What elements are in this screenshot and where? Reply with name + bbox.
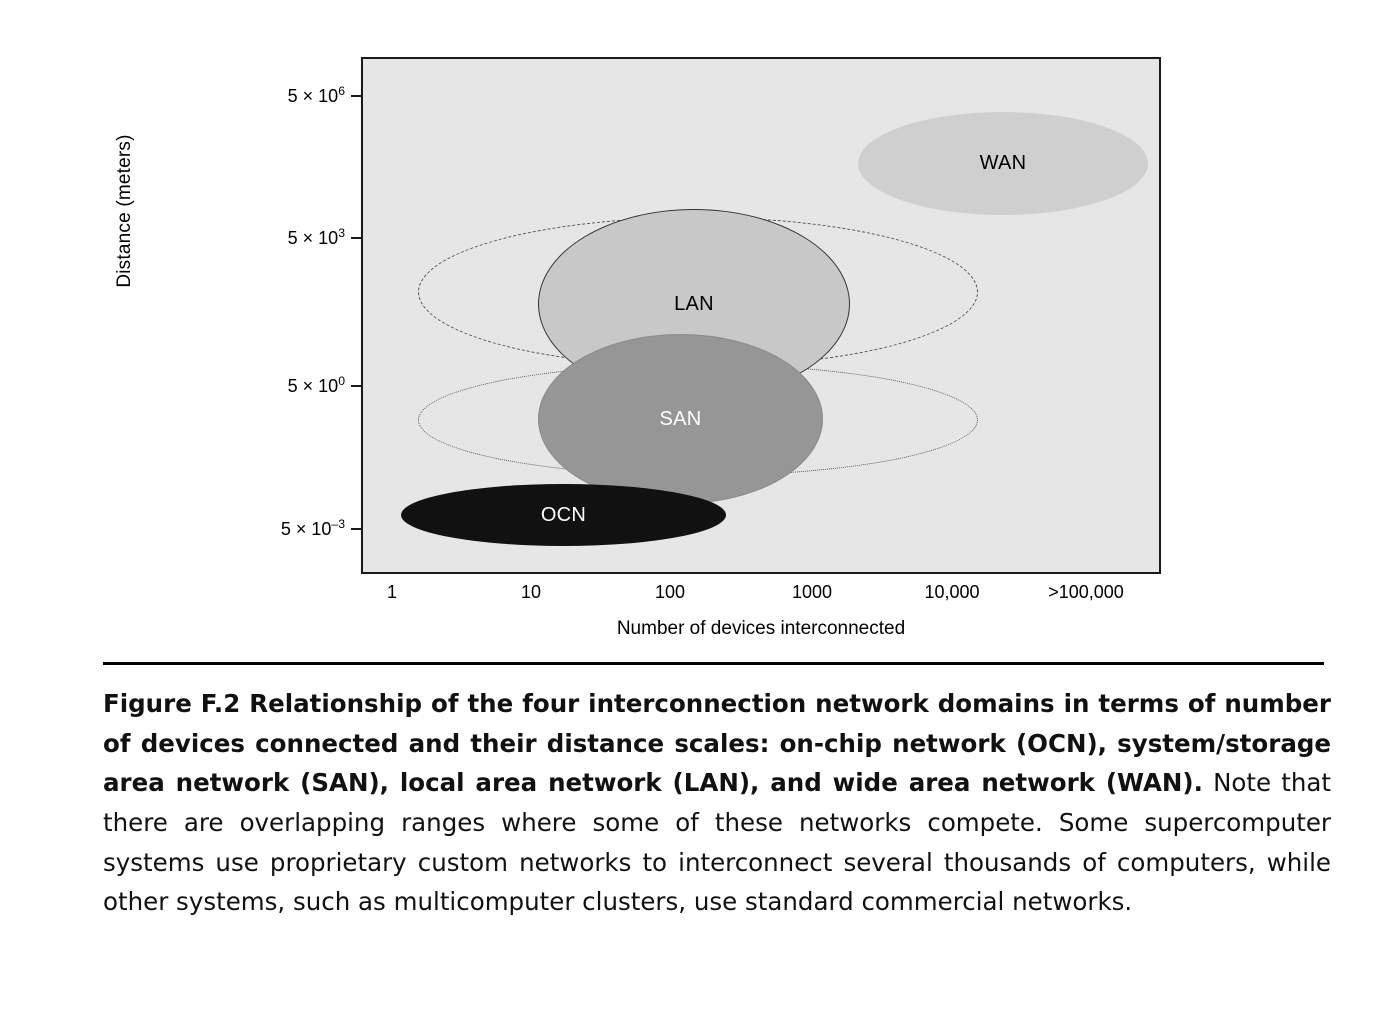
y-tick-label-2 (225, 375, 345, 395)
caption-bold-text: Relationship of the four interconnection network domains in terms of number of devices connected and their distance scales: on-chip network (OCN), system/storage area network (SAN), local area network (LAN), and wide area network (WAN). (103, 689, 1331, 798)
caption-body-text: Note that there are overlapping ranges where some of these networks compete. Some supercomputer systems use proprietary custom networks to interconnect several thousands of computers, while other systems, such as multicomputer clusters, use standard commercial networks. (103, 768, 1331, 917)
y-tick-label-1 (225, 227, 345, 247)
x-tick-label-0: 1 (386, 582, 397, 602)
y-tick-mantissa: 5 × 10 (280, 519, 332, 539)
y-tick-mantissa: 5 × 10 (287, 86, 339, 106)
region-label-ocn: OCN (540, 503, 587, 526)
x-axis-label: Number of devices interconnected (616, 618, 906, 639)
caption-figure-number: Figure F.2 (103, 689, 241, 718)
y-tick-mantissa: 5 × 10 (287, 228, 339, 248)
y-tick-exponent: 6 (338, 84, 345, 98)
y-tick-exponent: –3 (331, 517, 345, 531)
plot-panel (361, 57, 1161, 574)
x-tick-label-1: 10 (520, 582, 542, 602)
region-ocn (401, 484, 726, 546)
region-label-lan: LAN (674, 292, 714, 315)
region-label-wan: WAN (979, 152, 1027, 174)
y-tick-label-3 (225, 518, 345, 538)
region-san (538, 334, 823, 504)
region-label-san: SAN (659, 407, 702, 430)
y-axis-label: Distance (meters) (114, 134, 135, 288)
x-tick-label-5: >100,000 (1048, 582, 1124, 602)
y-tick-exponent: 3 (338, 226, 345, 240)
figure-caption (103, 684, 1331, 922)
y-tick-exponent: 0 (338, 374, 345, 388)
x-tick-label-3: 1000 (791, 582, 833, 602)
x-tick-label-2: 100 (654, 582, 686, 602)
region-wan (858, 112, 1148, 215)
y-tick-label-0 (225, 85, 345, 105)
x-tick-label-4: 10,000 (924, 582, 980, 602)
y-tick-mantissa: 5 × 10 (287, 376, 339, 396)
caption-divider (103, 662, 1324, 665)
